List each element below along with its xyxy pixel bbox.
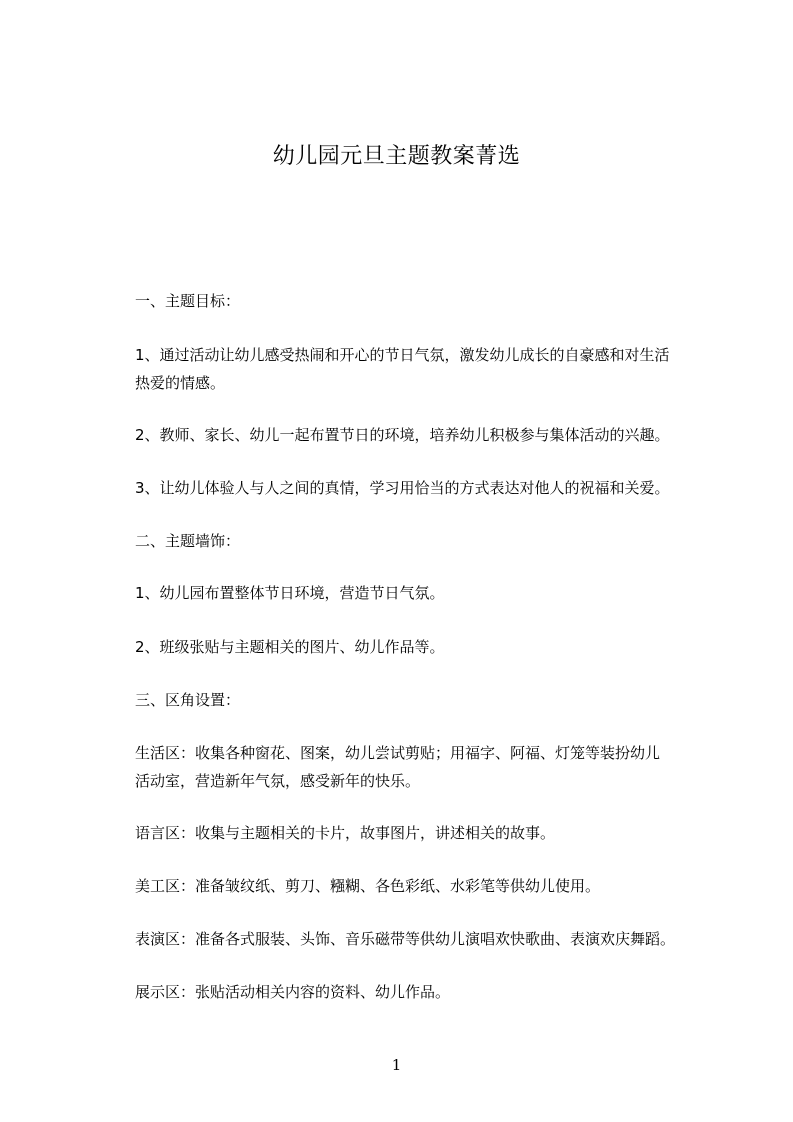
wall-decor-item-1: 1、幼儿园布置整体节日环境，营造节日气氛。 — [135, 584, 445, 602]
goal-item-1-line-2: 热爱的情感。 — [135, 374, 226, 392]
corner-item-life-line-2: 活动室，营造新年气氛，感受新年的快乐。 — [135, 772, 421, 790]
corner-item-performance: 表演区：准备各式服装、头饰、音乐磁带等供幼儿演唱欢快歌曲、表演欢庆舞蹈。 — [135, 930, 676, 948]
goal-item-2: 2、教师、家长、幼儿一起布置节日的环境，培养幼儿积极参与集体活动的兴趣。 — [135, 426, 670, 444]
wall-decor-item-2: 2、班级张贴与主题相关的图片、幼儿作品等。 — [135, 638, 445, 656]
corner-item-art: 美工区：准备皱纹纸、剪刀、糨糊、各色彩纸、水彩笔等供幼儿使用。 — [135, 877, 601, 895]
goal-item-3: 3、让幼儿体验人与人之间的真情，学习用恰当的方式表达对他人的祝福和关爱。 — [135, 479, 670, 497]
page-number: 1 — [391, 1056, 402, 1074]
section-heading-wall-decor: 二、主题墙饰： — [135, 532, 241, 550]
goal-item-1-line-1: 1、通过活动让幼儿感受热闹和开心的节日气氛，激发幼儿成长的自豪感和对生活 — [135, 346, 670, 364]
corner-item-language: 语言区：收集与主题相关的卡片，故事图片，讲述相关的故事。 — [135, 824, 556, 842]
corner-item-display: 展示区：张贴活动相关内容的资料、幼儿作品。 — [135, 983, 451, 1001]
corner-item-life-line-1: 生活区：收集各种窗花、图案，幼儿尝试剪贴；用福字、阿福、灯笼等装扮幼儿 — [135, 744, 661, 762]
section-heading-goals: 一、主题目标： — [135, 292, 241, 310]
section-heading-corners: 三、区角设置： — [135, 691, 241, 709]
document-title: 幼儿园元旦主题教案菁选 — [272, 144, 521, 169]
